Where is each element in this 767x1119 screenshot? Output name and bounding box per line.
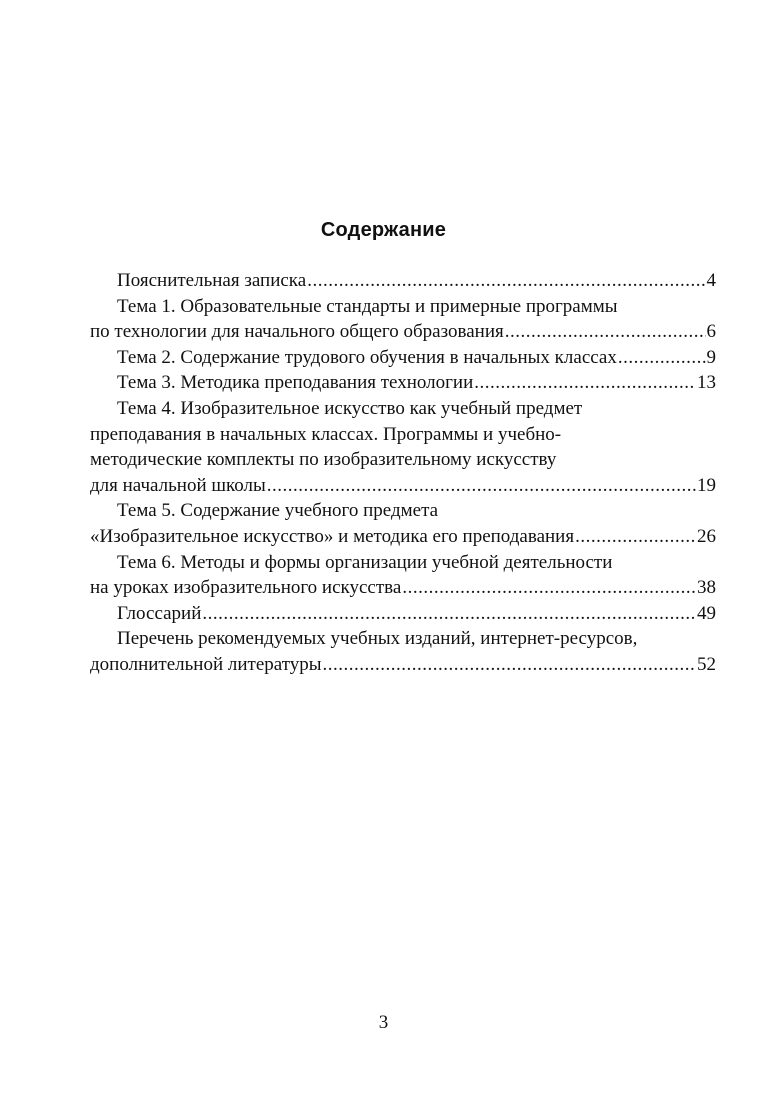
toc-entry-text: методические комплекты по изобразительному искусству [90,449,557,471]
dot-leader [474,370,696,396]
toc-entry-references [90,652,716,678]
dot-leader [575,524,696,550]
toc-entry-topic-5-line [90,498,716,524]
toc-entry-text: Тема 3. Методика преподавания технологии [117,372,474,394]
toc-entry-topic-6 [90,575,716,601]
toc-entry-topic-5 [90,524,716,550]
page-title: Содержание [320,219,447,241]
toc-entry-text: «Изобразительное искусство» и методика его преподавания [90,525,575,547]
toc-entry-text: Тема 6. Методы и формы организации учебной деятельности [117,551,613,573]
toc-entry-text: преподавания в начальных классах. Программы и учебно- [90,423,562,445]
dot-leader [202,601,696,627]
toc-page-number: 38 [697,577,716,599]
toc-page-number: 13 [697,372,716,394]
toc-entry-topic-3 [90,370,716,396]
toc-entry-text: Тема 2. Содержание трудового обучения в начальных классах [117,346,617,368]
toc-page-number: 6 [706,321,716,343]
toc-page-number: 9 [706,346,716,368]
toc-entry-text: Перечень рекомендуемых учебных изданий, интернет-ресурсов, [117,628,638,650]
toc-entry-topic-4-line [90,396,716,422]
toc-page-number: 26 [697,525,716,547]
dot-leader [618,345,706,371]
toc-entry-topic-2 [90,345,716,371]
toc-entry-text: для начальной школы [90,474,266,496]
toc-entry-topic-4-line [90,422,716,448]
toc-page-number: 19 [697,474,716,496]
toc-entry-topic-4-line [90,447,716,473]
toc-entry-topic-1 [90,319,716,345]
dot-leader [267,473,696,499]
dot-leader [505,319,706,345]
toc-page-number: 49 [697,602,716,624]
toc-entry-references-line [90,626,716,652]
dot-leader [307,268,705,294]
toc-entry-text: Тема 4. Изобразительное искусство как учебный предмет [117,397,583,419]
toc-entry-explanatory-note [90,268,716,294]
toc-entry-text: Глоссарий [117,602,202,624]
toc-entry-topic-4 [90,473,716,499]
toc-entry-text: Тема 5. Содержание учебного предмета [117,500,439,522]
toc-page-number: 52 [697,653,716,675]
page-number: 3 [378,1012,389,1033]
toc-entry-topic-1-line [90,294,716,320]
toc-entry-text: по технологии для начального общего образования [90,321,504,343]
toc-entry-text: на уроках изобразительного искусства [90,577,402,599]
toc-entry-text: Тема 1. Образовательные стандарты и примерные программы [117,295,618,317]
toc-entry-text: Пояснительная записка [117,270,307,291]
toc-page-number: 4 [706,270,716,291]
toc-entry-glossary [90,601,716,627]
table-of-contents [90,268,716,678]
dot-leader [323,652,696,678]
toc-entry-text: дополнительной литературы [90,653,322,675]
toc-entry-topic-6-line [90,550,716,576]
dot-leader [402,575,696,601]
